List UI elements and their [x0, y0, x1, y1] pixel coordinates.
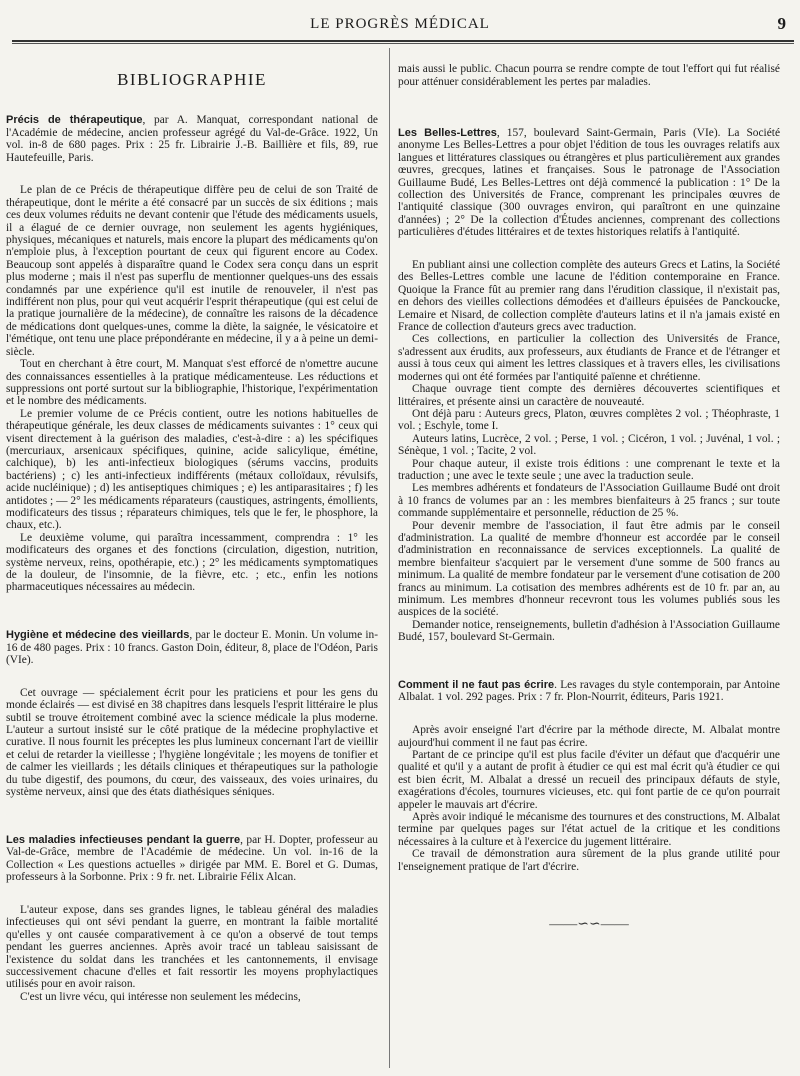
review-paragraph: Auteurs latins, Lucrèce, 2 vol. ; Perse, 1 vol. ; Cicéron, 1 vol. ; Juvénal, 1 vol. ; Sénèque, 1 vol. ; Tacite, 2 vol.	[398, 432, 780, 458]
book-details: , par H. Dopter, professeur au Val-de-Grâce, membre de l'Académie de médecine. Un vol. in-16 de la Collection « Les questions actuelles » dirigée par MM. E. Borel et G. Dumas, professeurs à la Sorbonne. Prix : 9 fr. net. Librairie Félix Alcan.	[6, 833, 378, 884]
book-title: Les Belles-Lettres	[398, 126, 497, 139]
review-paragraph: Le plan de ce Précis de thérapeutique diffère peu de celui de son Traité de thérapeutique, dont le mérite a été consacré par un succès de six éditions ; mais ces deux volumes réduits ne devant contenir que l'étude des médicaments usuels, il a élagué de ce dernier ouvrage, non seulement les agents hygiéniques, physiques, mécaniques et naturels, mais encore la plupart des médicaments qu'on n'emploie plus, à l'exception pourtant de ceux qui figurent encore au Codex. Beaucoup sont appelés à disparaître quand le Codex sera conçu dans un esprit plus moderne ; mais il n'est pas superflu de mentionner quelques-uns des essais condamnés par une expérience qu'il est inutile de renouveler, il n'est pas indifférent non plus, pour qui veut acquérir l'esprit thérapeutique (qui est celui de la pratique journalière de la médecine), de connaître les raisons de la décadence de médications dont quelques-unes, comme la diète, la saignée, le vésicatoire et l'émétique, ont tenu une place prépondérante en médecine, il y a à peine un demi-siècle.	[6, 184, 378, 358]
review-paragraph: Partant de ce principe qu'il est plus facile d'éviter un défaut que d'acquérir une qualité et qu'il y a autant de profit à étudier ce qui est mal écrit qu'à étudier ce qui est bien écrit, M. Albalat a dressé un recueil des principaux défauts de style, exagérations d'écoles, tournures vicieuses, etc. qui font partie de ce qu'on pourrait appeler le mauvais art d'écrire.	[398, 749, 780, 811]
end-ornament: ——∽∽——	[549, 917, 629, 933]
column-divider	[389, 48, 390, 1068]
left-column	[6, 52, 378, 1011]
review-entry-therapeutique	[6, 114, 378, 593]
section-heading: BIBLIOGRAPHIE	[117, 70, 267, 89]
book-title: Les maladies infectieuses pendant la guerre	[6, 833, 241, 846]
review-paragraph: Pour chaque auteur, il existe trois éditions : une comprenant le texte et la traduction ; une avec le texte seule ; une avec la traduction seule.	[398, 457, 780, 482]
review-paragraph: Après avoir indiqué le mécanisme des tournures et des constructions, M. Albalat termine par quelques pages sur l'état actuel de la critique et les conditions nécessaires à la culture et à l'exercice du jugement littéraire.	[398, 811, 780, 848]
review-paragraph: Tout en cherchant à être court, M. Manquat s'est efforcé de n'omettre aucune des connaissances essentielles à la pratique médicamenteuse. Les réductions et suppressions ont porté surtout sur la bibliographie, l'historique, l'expérimentation et le nombre des médicaments.	[6, 358, 378, 408]
journal-title: LE PROGRÈS MÉDICAL	[310, 16, 490, 32]
book-details: , 157, boulevard Saint-Germain, Paris (VIe). La Société anonyme Les Belles-Lettres a pour objet l'édition de tous les ouvrages relatifs aux langues et littératures classiques ou étrangères et plus particulièrement aux grandes œuvres, grecques, latines et françaises. Sous le patronage de l'Association Guillaume Budé, Les Belles-Lettres ont déjà commencé la publication : 1° De la collection des Universités de France, comprenant les principales œuvres de l'antiquité classique (300 ouvrages environ, qui paraîtront en une quinzaine d'années) ; 2° De la collection d'Études anciennes, comprenant des collections particulières d'études littéraires et de textes historiques relatifs à l'antiquité.	[398, 126, 780, 239]
review-paragraph: Après avoir enseigné l'art d'écrire par la méthode directe, M. Albalat montre aujourd'hui comment il ne faut pas écrire.	[398, 724, 780, 749]
book-details: , par A. Manquat, correspondant national de l'Académie de médecine, ancien professeur agrégé du Val-de-Grâce. 1922, Un vol. in-8 de 680 pages. Prix : 25 fr. Librairie J.-B. Baillière et fils, 89, rue Hautefeuille, Paris.	[6, 114, 378, 164]
review-paragraph: Demander notice, renseignements, bulletin d'adhésion à l'Association Guillaume Budé, 157, boulevard St-Germain.	[398, 618, 780, 644]
review-paragraph: Pour devenir membre de l'association, il faut être admis par le conseil d'administration. La qualité de membre d'honneur est accordée par le conseil d'administration en reconnaissance de services exceptionnels. La qualité de membre bienfaiteur s'acquiert par le versement d'une somme de 500 francs au minimum. La qualité de membre fondateur par le versement d'une cotisation de 200 francs au minimum. La cotisation des membres adhérents est de 10 fr. par an, au minimum. Les membres d'honneur recevront tous les volumes publiés sous les auspices de la société.	[398, 519, 780, 619]
entry-heading	[398, 679, 780, 704]
review-paragraph: L'auteur expose, dans ses grandes lignes, le tableau général des maladies infectieuses qui ont sévi pendant la guerre, en montrant la faible mortalité qu'elles y ont causée comparativement à ce qu'on a observé de tout temps pendant les guerres anciennes. Après avoir tracé un tableau saisissant de l'existence du soldat dans les tranchées et les cantonnements, il envisage successivement chacune d'elles et fait ressortir les moyens prophylactiques utilisés pour en avoir raison.	[6, 903, 378, 991]
book-title: Hygiène et médecine des vieillards	[6, 629, 190, 642]
review-paragraph: Ce travail de démonstration aura sûrement de la plus grande utilité pour l'enseignement pratique de l'art d'écrire.	[398, 848, 780, 873]
review-paragraph: Le deuxième volume, qui paraîtra incessamment, comprendra : 1° les modificateurs des organes et des fonctions (circulation, digestion, nutrition, système nerveux, reins, opothérapie, etc.) ; 2° les médicaments symptomatiques de la douleur, de l'insomnie, de la fièvre, etc. ; etc., enfin les notions pharmaceutiques nécessaires au médecin.	[6, 531, 378, 594]
header-rule-thin	[12, 43, 794, 44]
review-entry-vieillards	[6, 629, 378, 798]
entry-heading	[6, 834, 378, 884]
review-entry-maladies-infectieuses	[6, 834, 378, 1003]
entry-heading	[398, 127, 780, 239]
book-details: . Les ravages du style contemporain, par Antoine Albalat. 1 vol. 292 pages. Prix : 7 fr. Plon-Nourrit, éditeurs, Paris 1921.	[398, 679, 780, 704]
page-number: 9	[777, 14, 786, 33]
right-column	[398, 52, 780, 932]
review-entry-belles-lettres	[398, 127, 780, 644]
review-paragraph: Ont déjà paru : Auteurs grecs, Platon, œuvres complètes 2 vol. ; Théophraste, 1 vol. ; Eschyle, tome I.	[398, 407, 780, 433]
review-paragraph: Les membres adhérents et fondateurs de l'Association Guillaume Budé ont droit à 10 francs de volumes par an : les membres bienfaiteurs à 25 francs ; sur toute commande supplémentaire et personnelle, réduction de 25 %.	[398, 482, 780, 520]
entry-heading	[6, 114, 378, 164]
book-title: Comment il ne faut pas écrire	[398, 679, 555, 692]
review-paragraph: En publiant ainsi une collection complète des auteurs Grecs et Latins, la Société des Belles-Lettres comble une lacune de l'édition contemporaine en France. Quoique la France fût au premier rang dans l'érudition classique, il n'existait pas, en dehors des vieilles collections démodées et d'ailleurs épuisées de Panckoucke, Lemaire et Nisard, de collection complète d'auteurs latins et il n'a jamais existé en France de collection d'auteurs grecs avec traduction.	[398, 259, 780, 334]
continued-paragraph: mais aussi le public. Chacun pourra se rendre compte de tout l'effort qui fut réalisé pour atténuer considérablement les pertes par maladies.	[398, 63, 780, 88]
review-paragraph: Cet ouvrage — spécialement écrit pour les praticiens et pour les gens du monde éclairés — est divisé en 38 chapitres dans lesquels l'esprit littéraire le plus subtil se trouve étroitement combiné avec la science médicale la plus moderne. L'auteur a surtout insisté sur le côté pratique de la médecine prophylactive et curative. Il nous fournit les préceptes les plus lumineux concernant l'art de vieillir et celui de retarder la vieillesse ; l'hygiène longévitale ; les moyens de tonifier et de calmer les vieillards ; les détails cliniques et thérapeutiques sur la pathologie du tube digestif, des poumons, du cœur, des vaisseaux, des voies urinaires, du système nerveux, ainsi que des états diathésiques séniques.	[6, 686, 378, 799]
review-paragraph: Chaque ouvrage tient compte des dernières découvertes scientifiques et littéraires, et présente ainsi un caractère de nouveauté.	[398, 383, 780, 408]
header-rule	[12, 40, 794, 42]
review-entry-comment-ecrire	[398, 679, 780, 873]
book-details: , par le docteur E. Monin. Un volume in-16 de 480 pages. Prix : 10 francs. Gaston Doin, éditeur, 8, place de l'Odéon, Paris (VIe).	[6, 629, 378, 667]
entry-heading	[6, 629, 378, 666]
book-title: Précis de thérapeutique	[6, 114, 143, 127]
review-paragraph: C'est un livre vécu, qui intéresse non seulement les médecins,	[20, 990, 301, 1003]
review-paragraph: Le premier volume de ce Précis contient, outre les notions habituelles de thérapeutique générale, les deux classes de médicaments suivantes : 1° ceux qui visent directement à la guérison des maladies, c'est-à-dire : a) les spécifiques (mercuriaux, arsenicaux spécifiques, quinine, acide salicylique, émétine, calchique), b) les anti-infectieux biologiques (sérums vaccins, produits bactériens) ; c) les anti-infectieux indifférents (métaux colloïdaux, révulsifs, acide nucléinique) ; d) les antiseptiques chimiques ; e) les antiparasitaires ; f) les antidotes ; — 2° les médicaments réparateurs (caustiques, astringents, émollients, modificateurs des tissus ; réparateurs chimiques, tels que le fer, le phosphore, la chaux, etc.).	[6, 407, 378, 532]
review-paragraph: Ces collections, en particulier la collection des Universités de France, s'adressent aux érudits, aux professeurs, aux étudiants de France et de l'étranger et aussi à tous ceux qui aiment les lettres classiques et à travers elles, les civilisations modernes qui ont été formées par l'antiquité païenne et chrétienne.	[398, 333, 780, 383]
page-header	[0, 14, 800, 36]
